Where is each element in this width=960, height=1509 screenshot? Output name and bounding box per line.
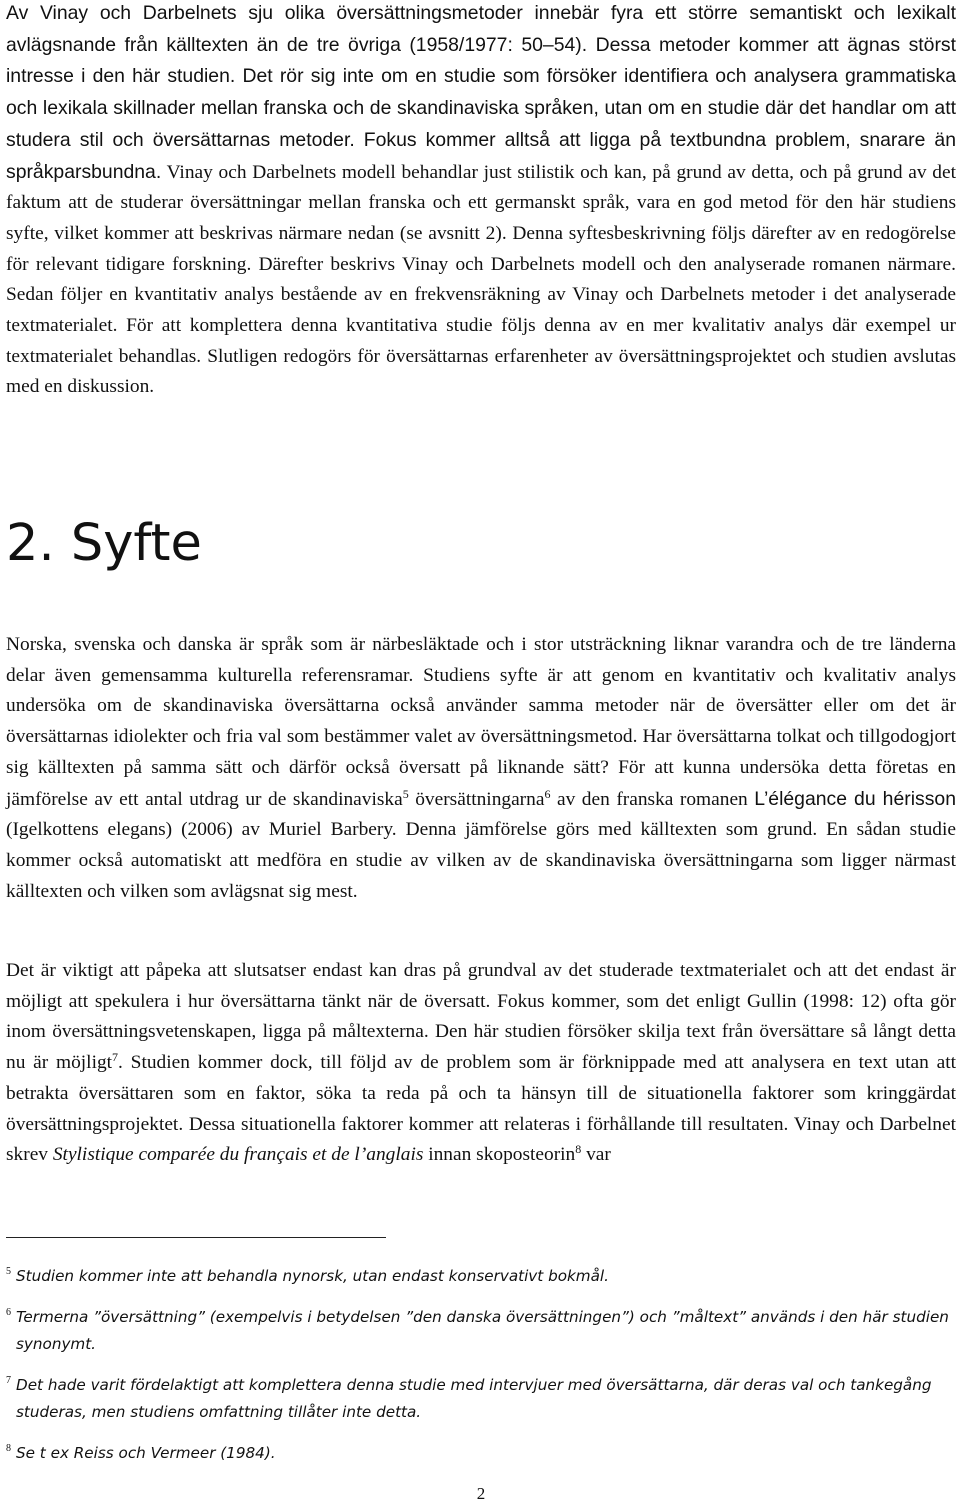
footnote-7	[6, 1372, 956, 1426]
footnote-number: 8	[6, 1443, 11, 1454]
footnote-number: 5	[6, 1266, 11, 1277]
footnote-ref-7[interactable]: 7	[112, 1050, 119, 1065]
intro-sentence-1: Av Vinay och Darbelnets sju olika översättningsmetoder innebär fyra ett större semantiskt och lexikalt avlägsnande från källtexten än de tre övriga (1958/1977: 50–54). Dessa metoder kommer att ägnas störst intresse i den här studien.	[6, 2, 956, 88]
footnotes	[6, 1263, 956, 1481]
intro-sentence-3: Vinay och Darbelnets modell behandlar just stilistik och kan, på grund av detta, och på grund av det faktum att de studerar översättningar mellan franska och ett germanskt språk, vara en god metod för den här studiens syfte, vilket kommer att beskrivas närmare nedan (se avsnitt 2). Denna syftesbeskrivning följs därefter av en redogörelse för relevant tidigare forskning. Därefter beskrivs Vinay och Darbelnets modell och den analyserade romanen närmare. Sedan följer en kvantitativ analys bestående av en frekvensräkning av Vinay och Darbelnets metoder i det analyserade textmaterialet. För att komplettera denna kvantitativa studie följs denna av en mer kvalitativ analys där exempel ur textmaterialet behandlas. Slutligen redogörs för översättarnas erfarenheter av översättningsprojektet och studien avslutas med en diskussion.	[6, 161, 956, 398]
footnote-number: 7	[6, 1375, 11, 1386]
syfte-p1-part-d: (Igelkottens elegans) (2006) av Muriel Barbery. Denna jämförelse görs med källtexten som grund. En sådan studie kommer också automatiskt att medföra en studie av vilken av de skandinaviska översättningarna som ligger närmast källtexten och vilken som avlägsnat sig mest.	[6, 819, 956, 902]
footnote-text: Studien kommer inte att behandla nynorsk, utan endast konservativt bokmål.	[16, 1267, 609, 1285]
footnote-text: Se t ex Reiss och Vermeer (1984).	[16, 1444, 276, 1462]
intro-paragraph	[6, 0, 956, 403]
section-heading: 2. Syfte	[6, 514, 202, 573]
syfte-p1-part-a: Norska, svenska och danska är språk som är närbesläktade och i stor utsträckning liknar varandra och de tre länderna delar även gemensamma kulturella referensramar. Studiens syfte är att genom en kvantitativ och kvalitativ analys undersöka om de skandinaviska översättarna också använder samma metoder när de översätter eller om det är översättarnas idiolekter och fria val som bestämmer valet av översättningsmetod. Har översättarna tolkat och tillgodogjort sig källtexten på samma sätt och därför också översatt på liknande sätt? För att kunna undersöka detta företas en jämförelse av ett antal utdrag ur de skandinaviska	[6, 634, 956, 810]
footnote-ref-6[interactable]: 6	[544, 786, 551, 801]
footnote-text: Termerna ”översättning” (exempelvis i betydelsen ”den danska översättningen”) och ”måltext” används i den här studien synonymt.	[16, 1308, 949, 1353]
footnote-divider	[6, 1237, 386, 1238]
syfte-p2-part-c: innan skoposteorin	[423, 1144, 576, 1166]
intro-sentence-2: Det rör sig inte om en studie som försöker identifiera och analysera grammatiska och lexikala skillnader mellan franska och de skandinaviska språken, utan om en studie där det handlar om att studera stil och översättarnas metoder. Fokus kommer alltså att ligga på textbundna problem, snarare än språkparsbundna.	[6, 65, 956, 183]
book-title: L’élégance du hérisson	[754, 787, 956, 810]
work-title: Stylistique comparée du français et de l’anglais	[52, 1144, 424, 1166]
syfte-paragraph-1	[6, 630, 956, 907]
page-number: 2	[476, 1484, 486, 1503]
footnote-number: 6	[6, 1307, 11, 1318]
footnote-6	[6, 1304, 956, 1358]
syfte-p2-part-d: var	[581, 1144, 611, 1166]
syfte-p1-part-b: översättningarna	[408, 788, 545, 810]
syfte-p2-part-b: . Studien kommer dock, till följd av de problem som är förknippade med att analysera en text utan att betrakta översättaren som en faktor, söka ta reda på och ta hänsyn till de situationella faktorer som kringgärdat översättningsprojektet. Dessa situationella faktorer kommer att relateras i förhållande till resultaten. Vinay och Darbelnet skrev	[6, 1052, 956, 1166]
syfte-paragraph-2	[6, 956, 956, 1171]
syfte-p1-part-c: av den franska romanen	[550, 788, 755, 810]
footnote-ref-8[interactable]: 8	[575, 1142, 582, 1157]
footnote-5	[6, 1263, 956, 1290]
syfte-p2-part-a: Det är viktigt att påpeka att slutsatser endast kan dras på grundval av det studerade textmaterialet och att det endast är möjligt att spekulera i hur översättarna tänkt när de översatt. Fokus kommer, som det enligt Gullin (1998: 12) ofta gör inom översättningsvetenskapen, ligga på måltexterna. Den här studien försöker skilja text från översättare så långt detta nu är möjligt	[6, 960, 956, 1074]
footnote-text: Det hade varit fördelaktigt att komplettera denna studie med intervjuer med översättarna, där deras val och tankegång studeras, men studiens omfattning tillåter inte detta.	[16, 1376, 932, 1421]
footnote-8	[6, 1440, 956, 1467]
footnote-ref-5[interactable]: 5	[402, 786, 409, 801]
